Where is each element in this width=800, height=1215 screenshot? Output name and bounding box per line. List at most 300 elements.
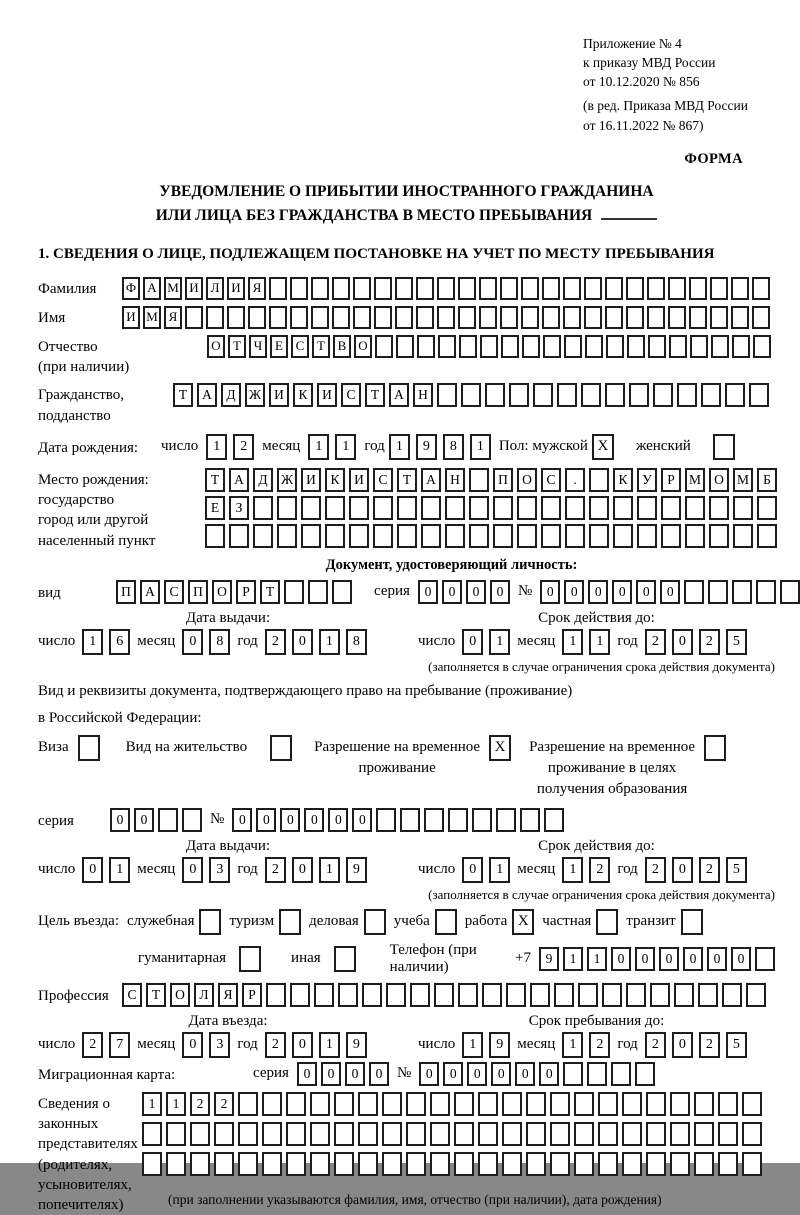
representatives-cell[interactable]: 1 [166, 1092, 186, 1116]
female-checkbox[interactable] [713, 434, 735, 460]
representatives-cell[interactable] [718, 1152, 738, 1176]
patronymic-cell[interactable] [543, 335, 561, 358]
doc-number-cell[interactable] [756, 580, 776, 604]
patronymic-cell[interactable] [648, 335, 666, 358]
purpose-business-checkbox[interactable] [364, 909, 386, 935]
name-cell[interactable]: И [122, 306, 140, 329]
doc-type-cell[interactable]: О [212, 580, 232, 604]
resident-seria-cell[interactable]: 0 [134, 808, 154, 832]
birthplace-cell[interactable]: П [493, 468, 513, 492]
representatives-cell[interactable] [646, 1152, 666, 1176]
stay-year-cell[interactable]: 2 [645, 1032, 666, 1058]
doc-number-cell[interactable]: 0 [612, 580, 632, 604]
doc-number-cell[interactable] [684, 580, 704, 604]
patronymic-cell[interactable] [417, 335, 435, 358]
birthplace-cell[interactable] [589, 496, 609, 520]
birthplace-cell[interactable] [709, 524, 729, 548]
citizenship-cell[interactable] [485, 383, 505, 407]
surname-cell[interactable]: А [143, 277, 161, 300]
name-cell[interactable] [353, 306, 371, 329]
name-cell[interactable] [584, 306, 602, 329]
doc-issue-year-cell[interactable]: 1 [319, 629, 340, 655]
migration-number-cell[interactable]: 0 [419, 1062, 439, 1086]
birthdate-day-cell[interactable]: 1 [206, 434, 227, 460]
doc-type-cell[interactable]: Т [260, 580, 280, 604]
birthplace-cell[interactable] [421, 524, 441, 548]
representatives-cell[interactable] [742, 1092, 762, 1116]
representatives-cell[interactable] [526, 1152, 546, 1176]
resident-number-cell[interactable]: 0 [256, 808, 276, 832]
birthplace-cell[interactable]: Ж [277, 468, 297, 492]
birthplace-cell[interactable] [253, 496, 273, 520]
doc-number-cell[interactable] [780, 580, 800, 604]
citizenship-cell[interactable] [701, 383, 721, 407]
surname-cell[interactable] [374, 277, 392, 300]
birthplace-cell[interactable] [445, 524, 465, 548]
profession-cell[interactable] [290, 983, 310, 1007]
name-cell[interactable] [185, 306, 203, 329]
surname-cell[interactable] [521, 277, 539, 300]
resident-number-cell[interactable] [520, 808, 540, 832]
name-cell[interactable]: Я [164, 306, 182, 329]
birthplace-cell[interactable]: О [517, 468, 537, 492]
name-cell[interactable] [227, 306, 245, 329]
birthplace-cell[interactable] [253, 524, 273, 548]
surname-cell[interactable]: И [227, 277, 245, 300]
birthplace-cell[interactable] [493, 524, 513, 548]
resident-expiry-year-cell[interactable]: 0 [672, 857, 693, 883]
entry-year-cell[interactable]: 9 [346, 1032, 367, 1058]
doc-expiry-year-cell[interactable]: 5 [726, 629, 747, 655]
citizenship-cell[interactable]: А [389, 383, 409, 407]
birthplace-cell[interactable]: Б [757, 468, 777, 492]
doc-number-cell[interactable] [732, 580, 752, 604]
resident-expiry-day-cell[interactable]: 1 [489, 857, 510, 883]
profession-cell[interactable] [722, 983, 742, 1007]
birthplace-cell[interactable]: . [565, 468, 585, 492]
representatives-cell[interactable] [502, 1092, 522, 1116]
entry-year-cell[interactable]: 0 [292, 1032, 313, 1058]
representatives-cell[interactable] [430, 1152, 450, 1176]
surname-cell[interactable] [353, 277, 371, 300]
birthplace-cell[interactable] [589, 468, 609, 492]
purpose-official-checkbox[interactable] [199, 909, 221, 935]
birthplace-cell[interactable]: Р [661, 468, 681, 492]
representatives-cell[interactable] [406, 1152, 426, 1176]
temp-residence-checkbox[interactable]: X [489, 735, 511, 761]
representatives-cell[interactable] [718, 1122, 738, 1146]
representatives-cell[interactable] [550, 1122, 570, 1146]
doc-type-cell[interactable] [284, 580, 304, 604]
resident-number-cell[interactable] [424, 808, 444, 832]
migration-seria-cell[interactable]: 0 [345, 1062, 365, 1086]
resident-expiry-month-cell[interactable]: 2 [589, 857, 610, 883]
citizenship-cell[interactable] [725, 383, 745, 407]
profession-cell[interactable] [602, 983, 622, 1007]
entry-day-cell[interactable]: 7 [109, 1032, 130, 1058]
name-cell[interactable] [416, 306, 434, 329]
citizenship-cell[interactable]: Д [221, 383, 241, 407]
visa-checkbox[interactable] [78, 735, 100, 761]
profession-cell[interactable] [530, 983, 550, 1007]
profession-cell[interactable] [410, 983, 430, 1007]
birthplace-cell[interactable] [661, 524, 681, 548]
name-cell[interactable] [500, 306, 518, 329]
entry-day-cell[interactable]: 2 [82, 1032, 103, 1058]
profession-cell[interactable] [266, 983, 286, 1007]
patronymic-cell[interactable] [501, 335, 519, 358]
representatives-cell[interactable] [430, 1122, 450, 1146]
name-cell[interactable] [374, 306, 392, 329]
citizenship-cell[interactable]: Т [173, 383, 193, 407]
representatives-cell[interactable] [694, 1152, 714, 1176]
resident-issue-month-cell[interactable]: 3 [209, 857, 230, 883]
birthplace-cell[interactable]: С [541, 468, 561, 492]
representatives-cell[interactable] [310, 1152, 330, 1176]
birthplace-cell[interactable]: И [349, 468, 369, 492]
representatives-cell[interactable] [334, 1092, 354, 1116]
birthplace-cell[interactable]: М [685, 468, 705, 492]
representatives-cell[interactable] [286, 1152, 306, 1176]
phone-digit-cell[interactable]: 9 [539, 947, 559, 971]
representatives-cell[interactable] [310, 1122, 330, 1146]
surname-cell[interactable] [395, 277, 413, 300]
phone-digit-cell[interactable]: 0 [611, 947, 631, 971]
birthdate-month-cell[interactable]: 1 [308, 434, 329, 460]
name-cell[interactable] [626, 306, 644, 329]
resident-number-cell[interactable] [472, 808, 492, 832]
doc-expiry-month-cell[interactable]: 1 [562, 629, 583, 655]
representatives-cell[interactable] [478, 1122, 498, 1146]
phone-digit-cell[interactable]: 1 [563, 947, 583, 971]
surname-cell[interactable] [290, 277, 308, 300]
doc-seria-cell[interactable]: 0 [442, 580, 462, 604]
surname-cell[interactable]: Ф [122, 277, 140, 300]
profession-cell[interactable]: Я [218, 983, 238, 1007]
citizenship-cell[interactable] [605, 383, 625, 407]
entry-month-cell[interactable]: 3 [209, 1032, 230, 1058]
name-cell[interactable] [206, 306, 224, 329]
resident-expiry-year-cell[interactable]: 2 [699, 857, 720, 883]
patronymic-cell[interactable]: Т [312, 335, 330, 358]
representatives-cell[interactable] [670, 1122, 690, 1146]
name-cell[interactable] [290, 306, 308, 329]
resident-issue-year-cell[interactable]: 9 [346, 857, 367, 883]
patronymic-cell[interactable] [459, 335, 477, 358]
birthdate-year-cell[interactable]: 9 [416, 434, 437, 460]
doc-expiry-year-cell[interactable]: 2 [645, 629, 666, 655]
representatives-cell[interactable] [574, 1152, 594, 1176]
citizenship-cell[interactable] [653, 383, 673, 407]
name-cell[interactable] [605, 306, 623, 329]
doc-expiry-year-cell[interactable]: 2 [699, 629, 720, 655]
profession-cell[interactable] [506, 983, 526, 1007]
doc-seria-cell[interactable]: 0 [418, 580, 438, 604]
resident-issue-year-cell[interactable]: 0 [292, 857, 313, 883]
birthplace-cell[interactable] [301, 496, 321, 520]
birthplace-cell[interactable] [469, 496, 489, 520]
doc-type-cell[interactable] [332, 580, 352, 604]
representatives-cell[interactable] [694, 1092, 714, 1116]
doc-seria-cell[interactable]: 0 [466, 580, 486, 604]
birthplace-cell[interactable] [637, 496, 657, 520]
migration-seria-cell[interactable]: 0 [321, 1062, 341, 1086]
patronymic-cell[interactable] [564, 335, 582, 358]
surname-cell[interactable] [710, 277, 728, 300]
doc-issue-year-cell[interactable]: 8 [346, 629, 367, 655]
doc-number-cell[interactable]: 0 [636, 580, 656, 604]
representatives-cell[interactable] [670, 1092, 690, 1116]
birthplace-cell[interactable] [613, 524, 633, 548]
representatives-cell[interactable] [742, 1122, 762, 1146]
birthplace-cell[interactable] [469, 468, 489, 492]
patronymic-cell[interactable] [375, 335, 393, 358]
name-cell[interactable] [542, 306, 560, 329]
birthplace-cell[interactable] [733, 524, 753, 548]
doc-issue-day-cell[interactable]: 1 [82, 629, 103, 655]
representatives-cell[interactable] [286, 1122, 306, 1146]
doc-type-cell[interactable]: П [116, 580, 136, 604]
phone-digit-cell[interactable]: 0 [635, 947, 655, 971]
representatives-cell[interactable] [526, 1122, 546, 1146]
representatives-cell[interactable] [622, 1122, 642, 1146]
surname-cell[interactable] [689, 277, 707, 300]
representatives-cell[interactable] [646, 1122, 666, 1146]
birthplace-cell[interactable] [685, 524, 705, 548]
migration-number-cell[interactable] [635, 1062, 655, 1086]
name-cell[interactable] [437, 306, 455, 329]
birthplace-cell[interactable] [565, 524, 585, 548]
surname-cell[interactable] [668, 277, 686, 300]
patronymic-cell[interactable]: Ч [249, 335, 267, 358]
representatives-cell[interactable] [406, 1122, 426, 1146]
stay-day-cell[interactable]: 9 [489, 1032, 510, 1058]
birthplace-cell[interactable] [541, 524, 561, 548]
birthplace-cell[interactable]: Т [205, 468, 225, 492]
representatives-cell[interactable] [406, 1092, 426, 1116]
doc-number-cell[interactable]: 0 [540, 580, 560, 604]
patronymic-cell[interactable]: С [291, 335, 309, 358]
profession-cell[interactable]: О [170, 983, 190, 1007]
surname-cell[interactable]: Л [206, 277, 224, 300]
profession-cell[interactable] [626, 983, 646, 1007]
phone-digit-cell[interactable]: 0 [731, 947, 751, 971]
representatives-cell[interactable] [454, 1152, 474, 1176]
birthplace-cell[interactable] [517, 524, 537, 548]
name-cell[interactable] [689, 306, 707, 329]
resident-issue-day-cell[interactable]: 1 [109, 857, 130, 883]
purpose-tourism-checkbox[interactable] [279, 909, 301, 935]
representatives-cell[interactable] [334, 1152, 354, 1176]
doc-seria-cell[interactable]: 0 [490, 580, 510, 604]
representatives-cell[interactable] [502, 1152, 522, 1176]
migration-number-cell[interactable]: 0 [467, 1062, 487, 1086]
citizenship-cell[interactable] [749, 383, 769, 407]
representatives-cell[interactable] [454, 1122, 474, 1146]
doc-issue-year-cell[interactable]: 0 [292, 629, 313, 655]
doc-type-cell[interactable]: С [164, 580, 184, 604]
birthplace-cell[interactable] [589, 524, 609, 548]
representatives-cell[interactable] [310, 1092, 330, 1116]
patronymic-cell[interactable]: В [333, 335, 351, 358]
resident-number-cell[interactable] [400, 808, 420, 832]
patronymic-cell[interactable] [732, 335, 750, 358]
representatives-cell[interactable] [478, 1152, 498, 1176]
surname-cell[interactable]: Я [248, 277, 266, 300]
patronymic-cell[interactable]: О [354, 335, 372, 358]
citizenship-cell[interactable]: И [317, 383, 337, 407]
resident-seria-cell[interactable] [182, 808, 202, 832]
representatives-cell[interactable] [382, 1152, 402, 1176]
surname-cell[interactable] [437, 277, 455, 300]
representatives-cell[interactable] [214, 1122, 234, 1146]
resident-expiry-year-cell[interactable]: 2 [645, 857, 666, 883]
phone-digit-cell[interactable]: 0 [707, 947, 727, 971]
representatives-cell[interactable] [142, 1122, 162, 1146]
purpose-transit-checkbox[interactable] [681, 909, 703, 935]
representatives-cell[interactable] [574, 1122, 594, 1146]
migration-number-cell[interactable]: 0 [515, 1062, 535, 1086]
name-cell[interactable] [668, 306, 686, 329]
patronymic-cell[interactable] [396, 335, 414, 358]
stay-day-cell[interactable]: 1 [462, 1032, 483, 1058]
resident-number-cell[interactable]: 0 [280, 808, 300, 832]
name-cell[interactable] [248, 306, 266, 329]
birthplace-cell[interactable] [205, 524, 225, 548]
representatives-cell[interactable] [238, 1122, 258, 1146]
representatives-cell[interactable] [382, 1092, 402, 1116]
citizenship-cell[interactable] [677, 383, 697, 407]
birthplace-cell[interactable] [397, 496, 417, 520]
stay-year-cell[interactable]: 0 [672, 1032, 693, 1058]
representatives-cell[interactable] [502, 1122, 522, 1146]
doc-expiry-year-cell[interactable]: 0 [672, 629, 693, 655]
representatives-cell[interactable] [382, 1122, 402, 1146]
resident-issue-month-cell[interactable]: 0 [182, 857, 203, 883]
birthplace-cell[interactable]: О [709, 468, 729, 492]
citizenship-cell[interactable]: К [293, 383, 313, 407]
patronymic-cell[interactable] [753, 335, 771, 358]
surname-cell[interactable] [332, 277, 350, 300]
representatives-cell[interactable] [622, 1152, 642, 1176]
birthplace-cell[interactable] [517, 496, 537, 520]
stay-year-cell[interactable]: 2 [699, 1032, 720, 1058]
profession-cell[interactable] [674, 983, 694, 1007]
phone-digit-cell[interactable]: 0 [683, 947, 703, 971]
representatives-cell[interactable] [262, 1152, 282, 1176]
birthdate-day-cell[interactable]: 2 [233, 434, 254, 460]
surname-cell[interactable] [500, 277, 518, 300]
representatives-cell[interactable] [574, 1092, 594, 1116]
profession-cell[interactable] [650, 983, 670, 1007]
patronymic-cell[interactable] [627, 335, 645, 358]
birthplace-cell[interactable] [301, 524, 321, 548]
resident-number-cell[interactable] [496, 808, 516, 832]
representatives-cell[interactable] [598, 1152, 618, 1176]
representatives-cell[interactable] [550, 1092, 570, 1116]
entry-month-cell[interactable]: 0 [182, 1032, 203, 1058]
citizenship-cell[interactable]: С [341, 383, 361, 407]
purpose-study-checkbox[interactable] [435, 909, 457, 935]
stay-month-cell[interactable]: 2 [589, 1032, 610, 1058]
citizenship-cell[interactable] [581, 383, 601, 407]
doc-issue-year-cell[interactable]: 2 [265, 629, 286, 655]
representatives-cell[interactable] [550, 1152, 570, 1176]
phone-digit-cell[interactable]: 0 [659, 947, 679, 971]
doc-type-cell[interactable]: Р [236, 580, 256, 604]
purpose-private-checkbox[interactable] [596, 909, 618, 935]
birthplace-cell[interactable]: Т [397, 468, 417, 492]
name-cell[interactable] [332, 306, 350, 329]
patronymic-cell[interactable] [711, 335, 729, 358]
birthplace-cell[interactable]: З [229, 496, 249, 520]
profession-cell[interactable] [698, 983, 718, 1007]
representatives-cell[interactable] [670, 1152, 690, 1176]
migration-number-cell[interactable]: 0 [491, 1062, 511, 1086]
representatives-cell[interactable] [262, 1092, 282, 1116]
birthplace-cell[interactable] [325, 524, 345, 548]
name-cell[interactable] [311, 306, 329, 329]
resident-expiry-day-cell[interactable]: 0 [462, 857, 483, 883]
citizenship-cell[interactable] [629, 383, 649, 407]
birthplace-cell[interactable]: А [229, 468, 249, 492]
birthplace-cell[interactable] [229, 524, 249, 548]
profession-cell[interactable] [482, 983, 502, 1007]
profession-cell[interactable] [338, 983, 358, 1007]
doc-issue-month-cell[interactable]: 0 [182, 629, 203, 655]
birthplace-cell[interactable]: И [301, 468, 321, 492]
surname-cell[interactable] [647, 277, 665, 300]
birthplace-cell[interactable] [349, 524, 369, 548]
purpose-humanitarian-checkbox[interactable] [239, 946, 261, 972]
entry-year-cell[interactable]: 2 [265, 1032, 286, 1058]
profession-cell[interactable]: Р [242, 983, 262, 1007]
surname-cell[interactable] [752, 277, 770, 300]
birthplace-cell[interactable] [541, 496, 561, 520]
representatives-cell[interactable] [190, 1152, 210, 1176]
migration-number-cell[interactable]: 0 [443, 1062, 463, 1086]
citizenship-cell[interactable]: Т [365, 383, 385, 407]
migration-number-cell[interactable]: 0 [539, 1062, 559, 1086]
profession-cell[interactable]: Л [194, 983, 214, 1007]
representatives-cell[interactable] [742, 1152, 762, 1176]
surname-cell[interactable] [479, 277, 497, 300]
resident-seria-cell[interactable] [158, 808, 178, 832]
name-cell[interactable]: М [143, 306, 161, 329]
name-cell[interactable] [269, 306, 287, 329]
stay-year-cell[interactable]: 5 [726, 1032, 747, 1058]
patronymic-cell[interactable] [669, 335, 687, 358]
surname-cell[interactable] [731, 277, 749, 300]
doc-number-cell[interactable]: 0 [588, 580, 608, 604]
representatives-cell[interactable] [454, 1092, 474, 1116]
patronymic-cell[interactable] [585, 335, 603, 358]
resident-number-cell[interactable]: 0 [352, 808, 372, 832]
birthplace-cell[interactable] [709, 496, 729, 520]
birthplace-cell[interactable]: У [637, 468, 657, 492]
resident-expiry-month-cell[interactable]: 1 [562, 857, 583, 883]
migration-number-cell[interactable] [587, 1062, 607, 1086]
resident-number-cell[interactable]: 0 [304, 808, 324, 832]
representatives-cell[interactable] [478, 1092, 498, 1116]
birthplace-cell[interactable] [349, 496, 369, 520]
birthplace-cell[interactable] [445, 496, 465, 520]
representatives-cell[interactable]: 2 [190, 1092, 210, 1116]
surname-cell[interactable] [605, 277, 623, 300]
profession-cell[interactable]: С [122, 983, 142, 1007]
migration-number-cell[interactable] [563, 1062, 583, 1086]
birthplace-cell[interactable] [397, 524, 417, 548]
